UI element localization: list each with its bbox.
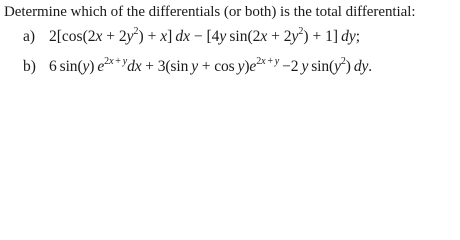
part-a [4,28,458,54]
problem-block [4,2,458,84]
part-a-label: a) [23,28,36,45]
part-b-label: b) [23,58,36,75]
part-b [4,58,458,84]
question-text: Determine which of the differentials (or both) is the total differential: [4,4,416,20]
part-b-expression: 6 sin(y) $e^{2x + y}dx + 3(\sin$ $y + \cos y)e^{2x + y} -2$ y $\sin(y^2)$ dy. [49,56,373,75]
part-a-expression: $2[\cos(2x + 2y^2) + x]$ dx − [4y $\sin(2x + 2y^2) + 1$] dy; [49,26,361,45]
